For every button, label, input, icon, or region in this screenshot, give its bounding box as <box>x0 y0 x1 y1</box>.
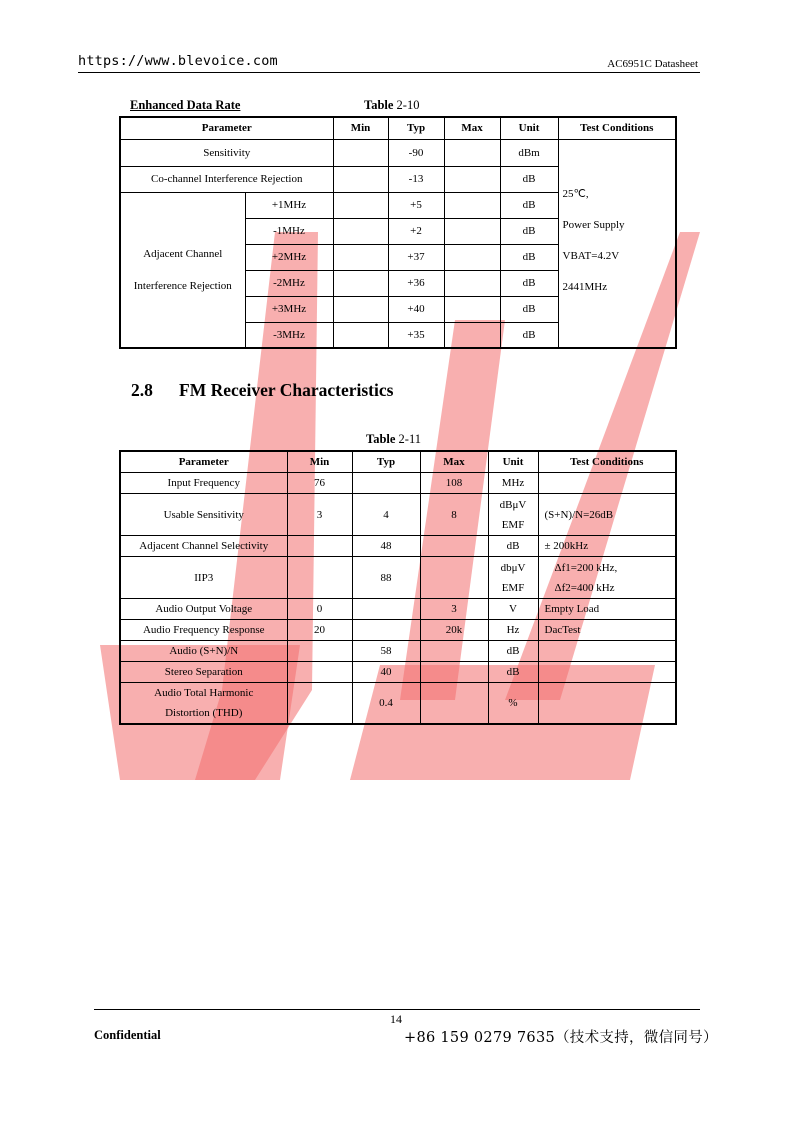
condition-line: 2441MHz <box>562 280 608 293</box>
cond-cell <box>538 662 676 683</box>
param-line: Distortion (THD) <box>165 707 243 719</box>
typ-cell <box>352 473 420 494</box>
typ-cell: +2 <box>388 218 444 244</box>
param-cell: Sensitivity <box>120 139 333 166</box>
unit-cell: % <box>488 683 538 725</box>
max-cell <box>444 192 500 218</box>
table-row <box>120 620 676 641</box>
header-doc-title: AC6951C Datasheet <box>607 58 698 70</box>
caption-label: Table <box>364 98 394 112</box>
header-cell: Parameter <box>120 117 333 139</box>
max-cell <box>420 641 488 662</box>
caption-label: Table <box>366 432 396 446</box>
cond-cell: ± 200kHz <box>538 536 676 557</box>
unit-cell: V <box>488 599 538 620</box>
offset-cell: -3MHz <box>245 322 333 348</box>
unit-cell: dB <box>500 166 558 192</box>
cond-cell: DacTest <box>538 620 676 641</box>
header-cell: Min <box>333 117 388 139</box>
param-cell: Audio (S+N)/N <box>120 641 287 662</box>
condition-line: Power Supply <box>562 218 625 231</box>
typ-cell: +36 <box>388 270 444 296</box>
unit-line: dbμV <box>500 561 526 574</box>
table-2-11-caption <box>366 432 421 447</box>
offset-cell: +3MHz <box>245 296 333 322</box>
table-2-11 <box>119 450 677 725</box>
param-cell: Audio Frequency Response <box>120 620 287 641</box>
unit-cell: dB <box>500 296 558 322</box>
param-cell: Adjacent Channel Selectivity <box>120 536 287 557</box>
min-cell <box>333 218 388 244</box>
header-cell: Min <box>287 451 352 473</box>
header-cell: Unit <box>500 117 558 139</box>
table-2-10 <box>119 116 677 349</box>
unit-cell: dB <box>500 218 558 244</box>
min-cell <box>333 322 388 348</box>
min-cell <box>333 244 388 270</box>
header-cell: Max <box>444 117 500 139</box>
offset-cell: -2MHz <box>245 270 333 296</box>
min-cell <box>333 270 388 296</box>
table-row <box>120 139 676 166</box>
typ-cell: 48 <box>352 536 420 557</box>
min-cell <box>287 641 352 662</box>
condition-line: 25℃, <box>562 187 589 200</box>
table-header-row <box>120 451 676 473</box>
param-cell: Audio Output Voltage <box>120 599 287 620</box>
min-cell <box>287 662 352 683</box>
unit-cell: Hz <box>488 620 538 641</box>
cond-cell <box>538 641 676 662</box>
typ-cell <box>352 620 420 641</box>
unit-cell: dB <box>500 192 558 218</box>
min-cell <box>287 557 352 599</box>
header-cell: Typ <box>388 117 444 139</box>
header-cell: Test Conditions <box>558 117 676 139</box>
unit-line: EMF <box>501 581 525 594</box>
unit-cell: dBm <box>500 139 558 166</box>
page-number: 14 <box>390 1012 402 1026</box>
acr-param-cell <box>120 192 245 348</box>
max-cell: 3 <box>420 599 488 620</box>
unit-cell: MHz <box>488 473 538 494</box>
typ-cell: -13 <box>388 166 444 192</box>
caption-number: 2-11 <box>398 432 421 446</box>
max-cell <box>420 557 488 599</box>
cond-cell <box>538 557 676 599</box>
caption-number: 2-10 <box>396 98 420 112</box>
typ-cell: 58 <box>352 641 420 662</box>
typ-cell: +35 <box>388 322 444 348</box>
unit-cell: dB <box>500 270 558 296</box>
typ-cell: -90 <box>388 139 444 166</box>
table-row <box>120 641 676 662</box>
acr-label: Adjacent Channel <box>143 247 223 260</box>
min-cell <box>333 192 388 218</box>
table-row <box>120 557 676 599</box>
max-cell <box>444 166 500 192</box>
footer-divider <box>94 1009 700 1010</box>
header-url[interactable]: https://www.blevoice.com <box>78 53 278 69</box>
test-conditions-cell <box>558 139 676 348</box>
param-cell <box>120 683 287 725</box>
header-divider <box>78 72 700 73</box>
max-cell <box>444 296 500 322</box>
acr-label: Interference Rejection <box>133 279 232 292</box>
section-title: FM Receiver Characteristics <box>179 380 394 400</box>
table-row <box>120 662 676 683</box>
unit-cell: dB <box>488 536 538 557</box>
max-cell <box>444 270 500 296</box>
max-cell: 8 <box>420 494 488 536</box>
section-heading <box>131 380 393 401</box>
max-cell <box>420 683 488 725</box>
unit-cell <box>488 494 538 536</box>
param-cell: Input Frequency <box>120 473 287 494</box>
section-number: 2.8 <box>131 380 153 400</box>
typ-cell: 40 <box>352 662 420 683</box>
contact-info: +86 159 0279 7635（技术支持，微信同号） <box>404 1030 718 1046</box>
cond-cell <box>538 683 676 725</box>
min-cell <box>333 296 388 322</box>
max-cell <box>420 662 488 683</box>
param-cell: Usable Sensitivity <box>120 494 287 536</box>
unit-cell: dB <box>488 662 538 683</box>
min-cell <box>287 683 352 725</box>
unit-cell: dB <box>500 244 558 270</box>
max-cell: 108 <box>420 473 488 494</box>
table-2-10-caption <box>364 98 419 113</box>
header-cell: Max <box>420 451 488 473</box>
param-line: Audio Total Harmonic <box>154 687 254 699</box>
param-cell: IIP3 <box>120 557 287 599</box>
typ-cell: +5 <box>388 192 444 218</box>
unit-cell <box>488 557 538 599</box>
table-2-10-name: Enhanced Data Rate <box>130 98 241 112</box>
typ-cell: 88 <box>352 557 420 599</box>
param-cell: Co-channel Interference Rejection <box>120 166 333 192</box>
min-cell: 20 <box>287 620 352 641</box>
confidential-label: Confidential <box>94 1028 161 1042</box>
unit-cell: dB <box>500 322 558 348</box>
typ-cell: 0.4 <box>352 683 420 725</box>
min-cell: 3 <box>287 494 352 536</box>
typ-cell: +40 <box>388 296 444 322</box>
max-cell <box>420 536 488 557</box>
condition-line: VBAT=4.2V <box>562 249 620 262</box>
table-row <box>120 536 676 557</box>
offset-cell: -1MHz <box>245 218 333 244</box>
unit-line: dBμV <box>499 498 527 511</box>
max-cell <box>444 139 500 166</box>
table-row <box>120 494 676 536</box>
min-cell <box>333 139 388 166</box>
unit-cell: dB <box>488 641 538 662</box>
min-cell <box>287 536 352 557</box>
offset-cell: +2MHz <box>245 244 333 270</box>
header-cell: Unit <box>488 451 538 473</box>
header-cell: Test Conditions <box>538 451 676 473</box>
header-cell: Parameter <box>120 451 287 473</box>
unit-line: EMF <box>501 518 525 531</box>
param-cell: Stereo Separation <box>120 662 287 683</box>
header-cell: Typ <box>352 451 420 473</box>
typ-cell: +37 <box>388 244 444 270</box>
cond-cell: (S+N)/N=26dB <box>538 494 676 536</box>
table-row <box>120 599 676 620</box>
min-cell: 76 <box>287 473 352 494</box>
cond-line: Δf1=200 kHz, <box>554 561 618 574</box>
typ-cell <box>352 599 420 620</box>
offset-cell: +1MHz <box>245 192 333 218</box>
table-header-row <box>120 117 676 139</box>
max-cell <box>444 244 500 270</box>
cond-cell <box>538 473 676 494</box>
table-row <box>120 473 676 494</box>
table-row <box>120 683 676 725</box>
max-cell <box>444 322 500 348</box>
max-cell <box>444 218 500 244</box>
cond-line: Δf2=400 kHz <box>554 581 615 594</box>
cond-cell: Empty Load <box>538 599 676 620</box>
max-cell: 20k <box>420 620 488 641</box>
typ-cell: 4 <box>352 494 420 536</box>
min-cell: 0 <box>287 599 352 620</box>
min-cell <box>333 166 388 192</box>
